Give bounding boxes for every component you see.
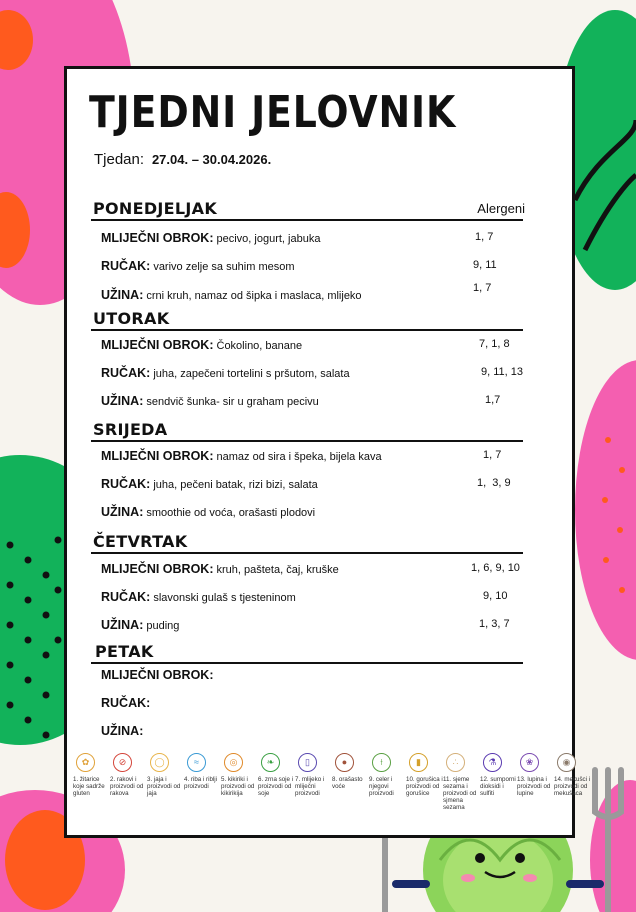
legend-item (406, 753, 444, 797)
meal-description: varivo zelje sa suhim mesom (153, 261, 295, 273)
meal-label: RUČAK: (101, 590, 151, 604)
legend-text: 6. zrna soje i proizvodi od soje (258, 776, 294, 797)
meal-row (101, 477, 531, 493)
meal-label: MLIJEČNI OBROK: (101, 668, 214, 682)
crab-icon: ⊘ (113, 753, 132, 772)
meal-allergens: 1, 3, 9 (477, 477, 511, 489)
meal-row (101, 394, 531, 410)
legend-item (517, 753, 555, 797)
mollusc-icon: ◉ (557, 753, 576, 772)
meal-row (101, 259, 531, 275)
legend-text: 5. kikiriki i proizvodi od kikirikija (221, 776, 255, 797)
legend-text: 12. sumporni dioksidi i sulfiti (480, 776, 516, 797)
meal-label: MLIJEČNI OBROK: (101, 231, 214, 245)
legend-text: 8. orašasto voće (332, 776, 363, 790)
legend-item (258, 753, 296, 797)
legend-item (554, 753, 592, 797)
day-header-petak (91, 642, 523, 664)
allergens-header: Alergeni (477, 201, 525, 216)
milk-icon: ▯ (298, 753, 317, 772)
celery-icon: ⟊ (372, 753, 391, 772)
legend-text: 11. sjeme sezama i proizvodi od sjmena sezama (443, 776, 477, 811)
fish-icon: ≈ (187, 753, 206, 772)
legend-text: 7. mlijeko i mliječni proizvodi (295, 776, 325, 797)
meal-label: MLIJEČNI OBROK: (101, 449, 214, 463)
meal-description: puding (146, 620, 180, 632)
meal-label: UŽINA: (101, 288, 144, 302)
meal-label: UŽINA: (101, 618, 144, 632)
meal-description: Čokolino, banane (216, 340, 303, 352)
meal-allergens: 1, 7 (473, 282, 492, 294)
day-name: SRIJEDA (93, 420, 168, 439)
meal-description: slavonski gulaš s tjesteninom (153, 592, 296, 604)
legend-text: 10. gorušica i proizvodi od gorušice (406, 776, 443, 797)
meal-row (101, 449, 531, 465)
day-name: PONEDJELJAK (93, 199, 218, 218)
legend-item (332, 753, 370, 790)
meal-row (101, 668, 531, 684)
meal-row (101, 231, 531, 247)
meal-description: pecivo, jogurt, jabuka (216, 233, 321, 245)
day-header-ponedjeljak (91, 199, 523, 221)
mustard-icon: ▮ (409, 753, 428, 772)
legend-item (147, 753, 185, 797)
day-header-srijeda (91, 420, 523, 442)
legend-text: 4. riba i riblji proizvodi (184, 776, 218, 790)
sulfite-icon: ⚗ (483, 753, 502, 772)
day-header-cetvrtak (91, 532, 523, 554)
legend-item (480, 753, 518, 797)
lupin-icon: ❀ (520, 753, 539, 772)
legend-item (73, 753, 111, 797)
meal-description: namaz od sira i špeka, bijela kava (216, 451, 382, 463)
peanut-icon: ◎ (224, 753, 243, 772)
soy-icon: ❧ (261, 753, 280, 772)
meal-row (101, 282, 531, 304)
meal-label: UŽINA: (101, 505, 144, 519)
legend-text: 2. rakovi i proizvodi od rakova (110, 776, 144, 797)
wheat-icon: ✿ (76, 753, 95, 772)
meal-allergens: 1, 7 (475, 231, 494, 243)
meal-row (101, 590, 531, 606)
day-name: ČETVRTAK (93, 532, 188, 551)
meal-allergens: 9, 10 (483, 590, 508, 602)
day-name: UTORAK (93, 309, 170, 328)
meal-label: RUČAK: (101, 696, 151, 710)
meal-allergens: 1, 3, 7 (479, 618, 510, 630)
meal-row (101, 338, 531, 354)
allergen-legend (73, 753, 591, 823)
meal-description: juha, zapečeni tortelini s pršutom, salata (153, 368, 350, 380)
legend-text: 13. lupina i proizvodi od lupine (517, 776, 551, 797)
meal-label: UŽINA: (101, 724, 144, 738)
legend-item (110, 753, 148, 797)
legend-item (184, 753, 222, 790)
meal-description: sendvič šunka- sir u graham pecivu (146, 396, 319, 408)
legend-text: 9. celer i njegovi proizvodi (369, 776, 394, 797)
menu-card (64, 66, 591, 838)
meal-description: crni kruh, namaz od šipka i maslaca, mlijeko (146, 290, 362, 302)
week-value: 27.04. – 30.04.2026. (151, 152, 272, 167)
legend-item (221, 753, 259, 797)
meal-allergens: 7, 1, 8 (479, 338, 510, 350)
meal-allergens: 1,7 (485, 394, 501, 406)
meal-label: RUČAK: (101, 259, 151, 273)
meal-row (101, 696, 531, 712)
meal-allergens: 9, 11, 13 (481, 366, 523, 378)
nut-icon: ● (335, 753, 354, 772)
day-header-utorak (91, 309, 523, 331)
sesame-icon: ∴ (446, 753, 465, 772)
meal-label: UŽINA: (101, 394, 144, 408)
meal-row (101, 618, 531, 634)
legend-item (295, 753, 333, 797)
meal-description: juha, pečeni batak, rizi bizi, salata (153, 479, 318, 491)
meal-allergens: 1, 7 (483, 449, 502, 461)
legend-item (369, 753, 407, 797)
meal-row (101, 562, 531, 578)
week-range (94, 151, 271, 168)
meal-row (101, 505, 531, 521)
meal-label: MLIJEČNI OBROK: (101, 562, 214, 576)
page-title: TJEDNI JELOVNIK (89, 87, 457, 138)
meal-row (101, 724, 531, 740)
day-name: PETAK (95, 642, 154, 661)
meal-description: kruh, pašteta, čaj, kruške (216, 564, 339, 576)
meal-allergens: 9, 11 (473, 259, 497, 271)
meal-row (101, 366, 531, 382)
meal-allergens: 1, 6, 9, 10 (471, 562, 520, 574)
egg-icon: ◯ (150, 753, 169, 772)
legend-item (443, 753, 481, 811)
legend-text: 3. jaja i proizvodi od jaja (147, 776, 181, 797)
meal-label: MLIJEČNI OBROK: (101, 338, 214, 352)
meal-label: RUČAK: (101, 366, 151, 380)
legend-text: 14. mekušci i proizvodi od mekušaca (554, 776, 591, 797)
legend-text: 1. žitarice koje sadrže gluten (73, 776, 105, 797)
meal-label: RUČAK: (101, 477, 151, 491)
meal-description: smoothie od voća, orašasti plodovi (146, 507, 316, 519)
week-label: Tjedan: (94, 151, 145, 168)
